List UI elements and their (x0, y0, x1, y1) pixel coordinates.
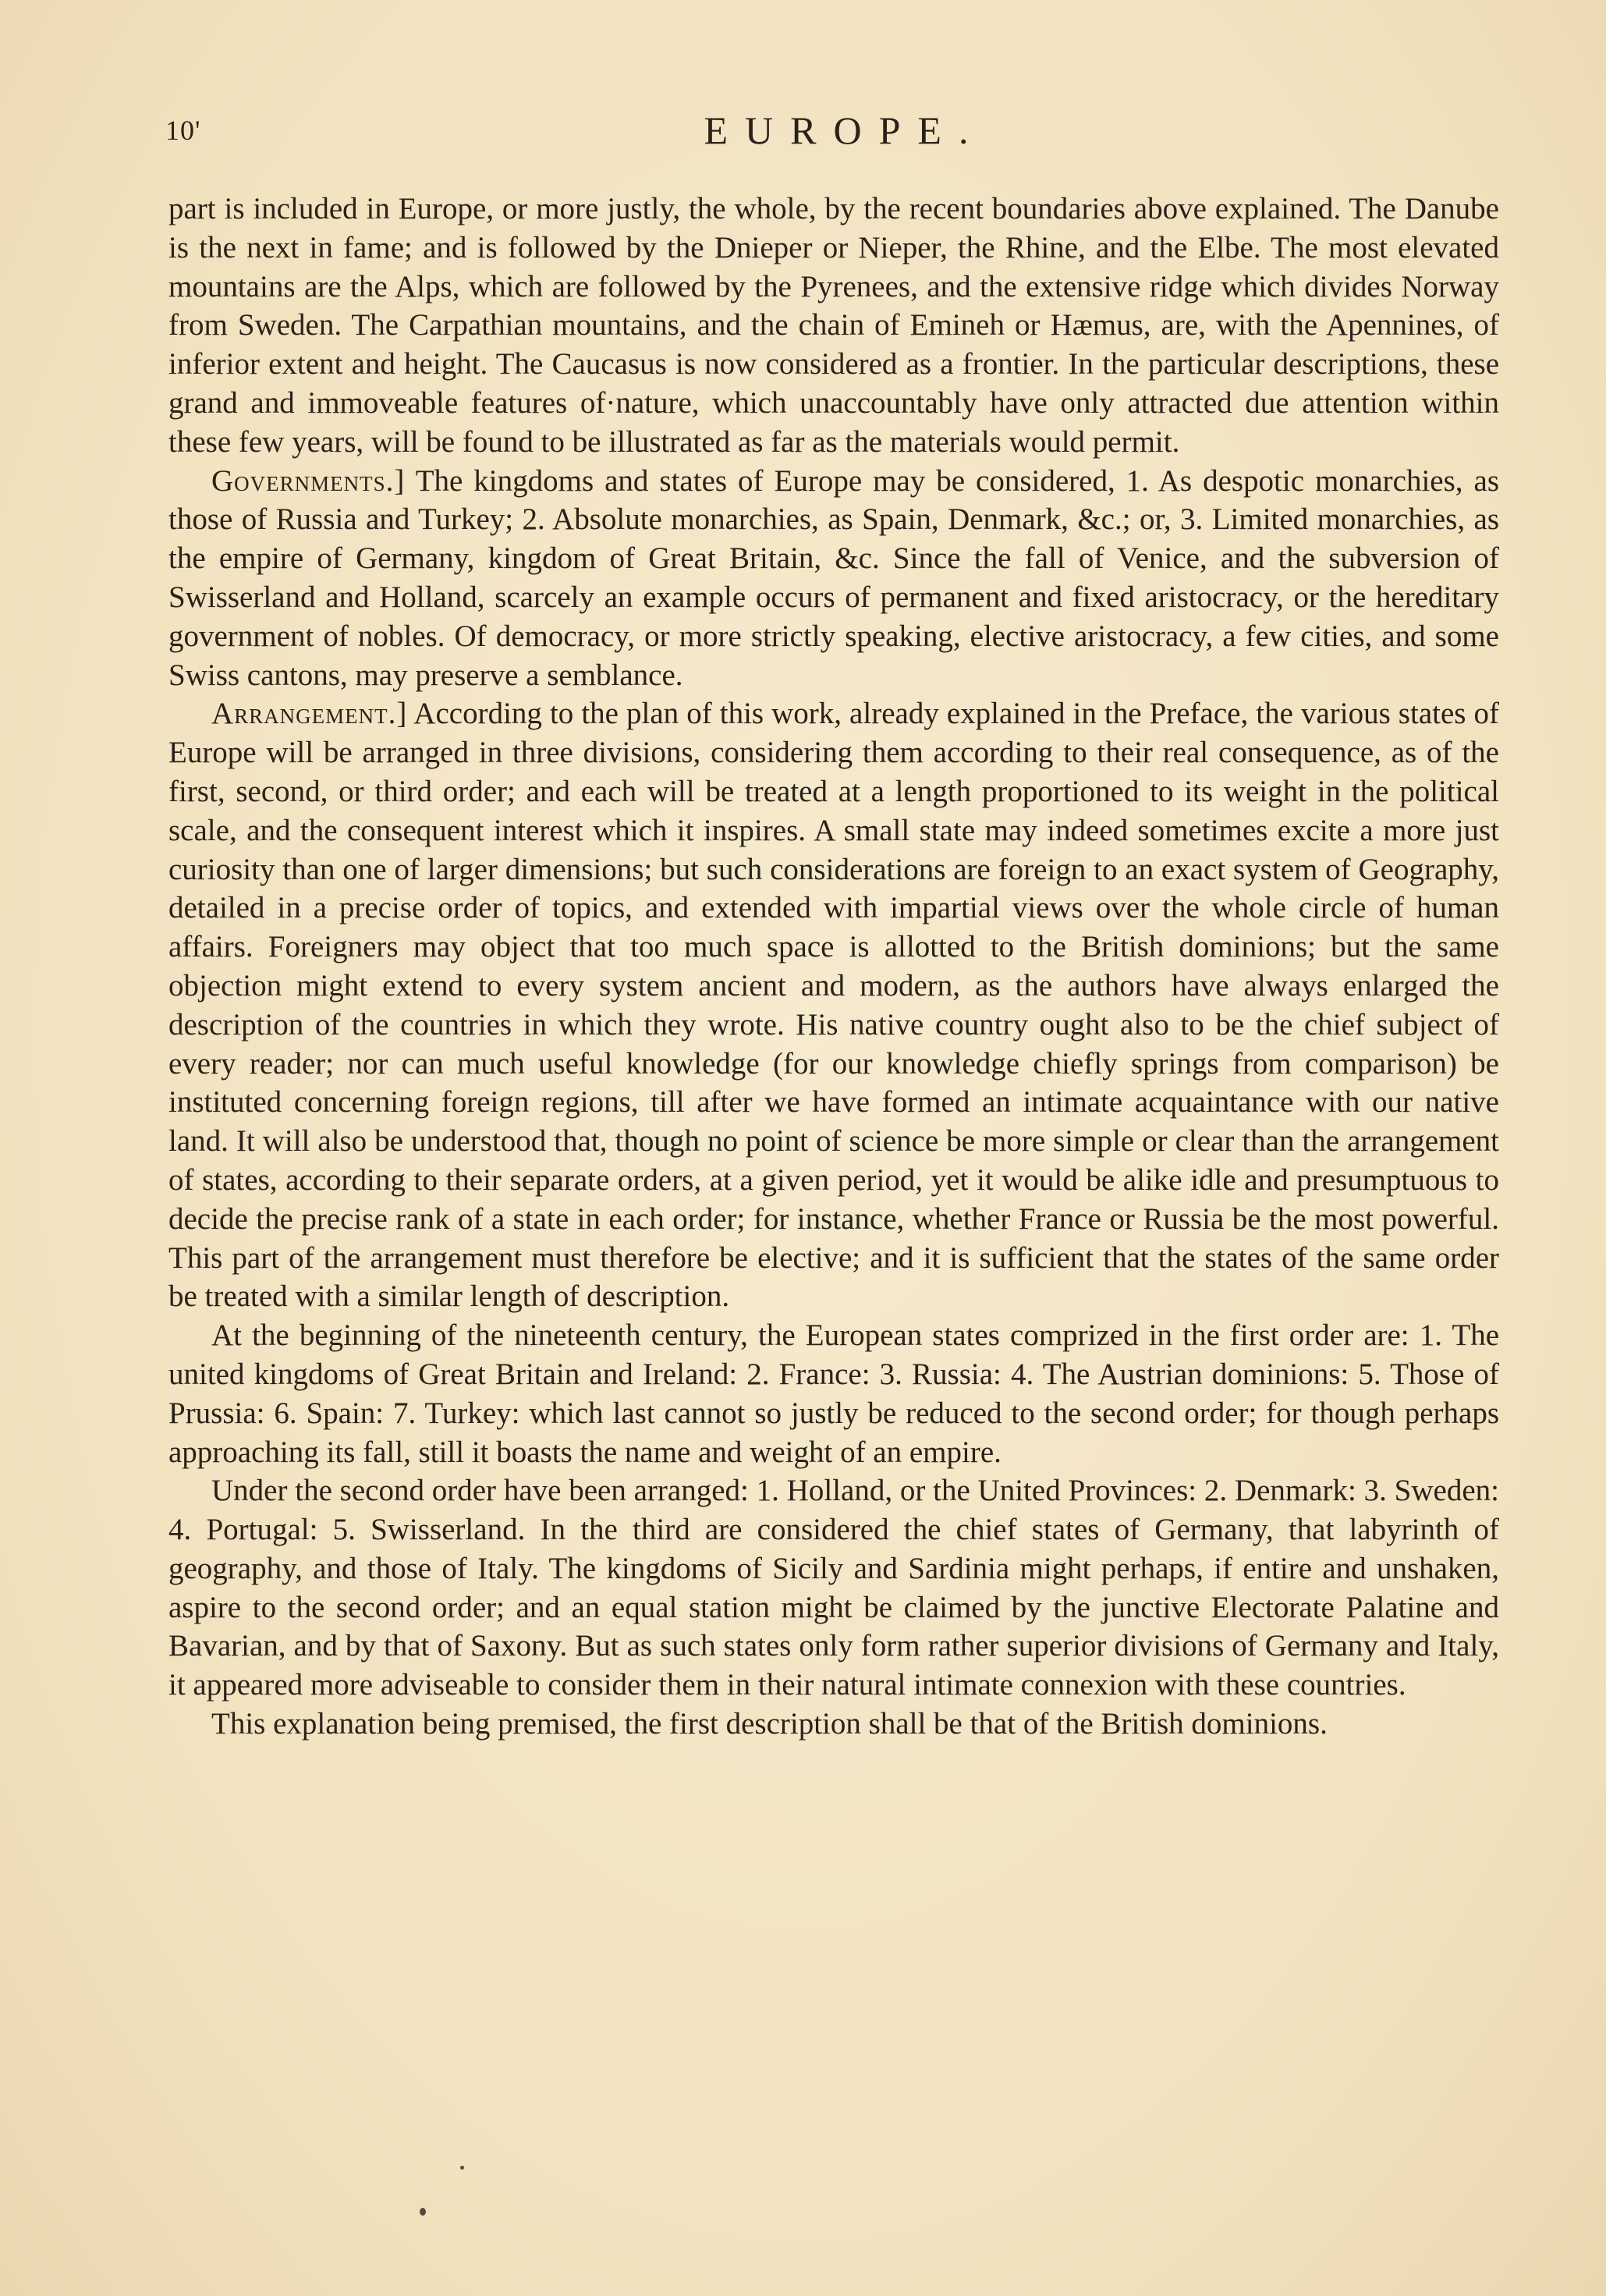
paragraph-rivers-mountains (168, 190, 1499, 462)
section-heading-arrangement: Arrangement.] (211, 697, 408, 731)
page-header (165, 108, 1507, 154)
paragraph-text: The kingdoms and states of Europe may be considered, 1. As despotic monarchies, as those of Russia and Turkey; 2. Absolute monarchies, as Spain, Denmark, &c.; or, 3. Limited monarchies, as the empire of Germany, kingdom of Great Britain, &c. Since the fall of Venice, and the subversion of Swisserland and Holland, scarcely an example occurs of permanent and fixed aristocracy, or the hereditary government of nobles. Of democracy, or more strictly speaking, elective aristocracy, a few cities, and some Swiss cantons, may preserve a semblance. (168, 463, 1500, 692)
paragraph-governments (168, 462, 1499, 695)
ink-speck (460, 2166, 464, 2170)
page-number: 10' (165, 115, 201, 146)
paragraph-text: At the beginning of the nineteenth century, the European states comprized in the first order are: 1. The united kingdoms of Great Britain and Ireland: 2. France: 3. Russia: 4. The Austrian dominions: 5. Those of Prussia: 6. Spain: 7. Turkey: which last cannot so justly be reduced to the second order; for though perhaps approaching its fall, still it boasts the name and weight of an empire. (168, 1318, 1499, 1469)
paragraph-text: Under the second order have been arranged: 1. Holland, or the United Provinces: 2. Denmark: 3. Sweden: 4. Portugal: 5. Swisserland. In the third are considered the chief states of Germany, that labyrinth of geography, and those of Italy. The kingdoms of Sicily and Sardinia might perhaps, if entire and unshaken, aspire to the second order; and an equal station might be claimed by the junctive Electorate Palatine and Bavarian, and by that of Saxony. But as such states only form rather superior divisions of Germany and Italy, it appeared more adviseable to consider them in their natural intimate connexion with these countries. (168, 1474, 1499, 1702)
paragraph-arrangement (168, 694, 1499, 1316)
paragraph-second-third-order (168, 1471, 1499, 1705)
ink-speck (420, 2208, 426, 2216)
paragraph-text: part is included in Europe, or more justly, the whole, by the recent boundaries above explained. The Danube is the next in fame; and is followed by the Dnieper or Nieper, the Rhine, and the Elbe. The most elevated mountains are the Alps, which are followed by the Pyrenees, and the extensive ridge which divides Norway from Sweden. The Carpathian mountains, and the chain of Emineh or Hæmus, are, with the Apennines, of inferior extent and height. The Caucasus is now considered as a frontier. In the particular descriptions, these grand and immoveable features of·nature, which unaccountably have only attracted due attention within these few years, will be found to be illustrated as far as the materials would permit. (168, 192, 1499, 459)
running-head: EUROPE. (704, 108, 986, 152)
paragraph-text: According to the plan of this work, already explained in the Preface, the various states of Europe will be arranged in three divisions, considering them according to their real consequence, as of the first, second, or third order; and each will be treated at a length proportioned to its weight in the political scale, and the consequent interest which it inspires. A small state may indeed sometimes excite a more just curiosity than one of larger dimensions; but such considerations are foreign to an exact system of Geography, detailed in a precise order of topics, and extended with impartial views over the whole circle of human affairs. Foreigners may object that too much space is allotted to the British dominions; but the same objection might extend to every system ancient and modern, as the authors have always enlarged the description of the countries in which they wrote. His native country ought also to be the chief subject of every reader; nor can much useful knowledge (for our knowledge chiefly springs from comparison) be instituted concerning foreign regions, till after we have formed an intimate acquaintance with our native land. It will also be understood that, though no point of science be more simple or clear than the arrangement of states, according to their separate orders, at a given period, yet it would be alike idle and presumptuous to decide the precise rank of a state in each order; for instance, whether France or Russia be the most powerful. This part of the arrangement must therefore be elective; and it is sufficient that the states of the same order be treated with a similar length of description. (168, 697, 1499, 1314)
paragraph-text: This explanation being premised, the first description shall be that of the British dominions. (211, 1707, 1328, 1741)
body-text (168, 190, 1499, 1744)
paragraph-first-order (168, 1316, 1499, 1471)
paragraph-explanation (168, 1705, 1499, 1744)
section-heading-governments: Governments.] (211, 463, 406, 498)
